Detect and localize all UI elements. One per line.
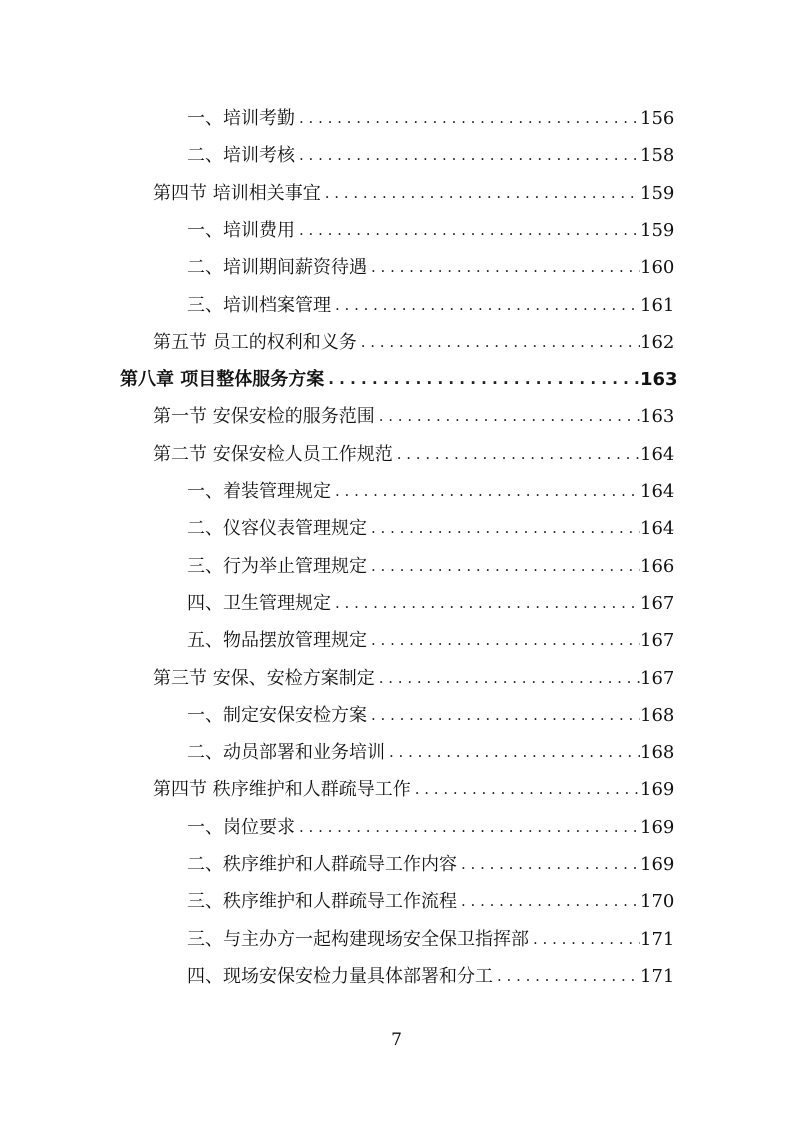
toc-chapter-entry[interactable] <box>0 361 678 398</box>
toc-entry-page-number: 166 <box>640 555 675 577</box>
toc-subsection-entry[interactable] <box>0 809 674 846</box>
toc-section-entry[interactable] <box>0 771 674 808</box>
toc-entry-page-number: 162 <box>640 331 675 353</box>
toc-entry-page-number: 171 <box>640 965 675 987</box>
toc-entry-title: 三、与主办方一起构建现场安全保卫指挥部 <box>187 928 529 950</box>
toc-entry-title: 第五节 员工的权利和义务 <box>153 331 357 353</box>
toc-entry-title: 一、培训费用 <box>187 219 295 241</box>
toc-subsection-entry[interactable] <box>0 846 674 883</box>
toc-leader-dots <box>299 212 640 249</box>
toc-entry-page-number: 170 <box>640 891 675 913</box>
toc-leader-dots <box>389 734 640 771</box>
toc-entry-page-number: 163 <box>640 406 675 428</box>
toc-entry-page-number: 169 <box>640 779 675 801</box>
toc-entry-page-number: 164 <box>640 518 675 540</box>
toc-leader-dots <box>379 660 640 697</box>
toc-leader-dots <box>379 398 640 435</box>
toc-entry-page-number: 169 <box>640 816 675 838</box>
toc-entry-page-number: 167 <box>640 630 675 652</box>
toc-entry-page-number: 168 <box>640 704 675 726</box>
toc-leader-dots <box>299 137 640 174</box>
toc-subsection-entry[interactable] <box>0 137 674 174</box>
toc-section-entry[interactable] <box>0 324 674 361</box>
toc-leader-dots <box>371 548 640 585</box>
toc-leader-dots <box>533 921 640 958</box>
toc-entry-page-number: 164 <box>640 443 675 465</box>
toc-subsection-entry[interactable] <box>0 883 674 920</box>
toc-entry-title: 第八章 项目整体服务方案 <box>120 369 325 391</box>
toc-entry-page-number: 159 <box>640 219 675 241</box>
toc-entry-title: 二、动员部署和业务培训 <box>187 742 385 764</box>
toc-section-entry[interactable] <box>0 398 674 435</box>
toc-entry-title: 第一节 安保安检的服务范围 <box>153 406 375 428</box>
toc-subsection-entry[interactable] <box>0 958 674 995</box>
toc-leader-dots <box>299 809 640 846</box>
toc-entry-page-number: 159 <box>640 182 675 204</box>
toc-entry-page-number: 158 <box>640 145 675 167</box>
toc-entry-title: 四、卫生管理规定 <box>187 592 331 614</box>
toc-entry-title: 三、秩序维护和人群疏导工作流程 <box>187 891 457 913</box>
toc-entry-title: 四、现场安保安检力量具体部署和分工 <box>187 965 493 987</box>
toc-entry-page-number: 164 <box>640 481 675 502</box>
toc-subsection-entry[interactable] <box>0 622 674 659</box>
toc-entry-page-number: 167 <box>640 667 675 689</box>
toc-entry-page-number: 169 <box>640 854 675 875</box>
toc-subsection-entry[interactable] <box>0 473 674 510</box>
toc-entry-title: 第二节 安保安检人员工作规范 <box>153 443 393 465</box>
toc-section-entry[interactable] <box>0 660 674 697</box>
toc-leader-dots <box>397 436 640 473</box>
toc-leader-dots <box>371 249 640 286</box>
toc-entry-title: 一、着装管理规定 <box>187 481 331 502</box>
toc-subsection-entry[interactable] <box>0 585 674 622</box>
toc-entry-page-number: 160 <box>640 257 675 279</box>
toc-subsection-entry[interactable] <box>0 734 674 771</box>
toc-entry-page-number: 168 <box>640 742 675 764</box>
toc-leader-dots <box>335 585 640 622</box>
toc-leader-dots <box>335 287 640 324</box>
toc-subsection-entry[interactable] <box>0 100 674 137</box>
toc-entry-page-number: 156 <box>640 108 675 129</box>
toc-subsection-entry[interactable] <box>0 510 674 547</box>
toc-section-entry[interactable] <box>0 175 674 212</box>
toc-subsection-entry[interactable] <box>0 921 674 958</box>
toc-subsection-entry[interactable] <box>0 287 674 324</box>
toc-subsection-entry[interactable] <box>0 212 674 249</box>
toc-entry-title: 二、培训考核 <box>187 145 295 167</box>
toc-entry-title: 三、行为举止管理规定 <box>187 555 367 577</box>
toc-entry-page-number: 161 <box>640 294 675 316</box>
toc-entry-title: 二、秩序维护和人群疏导工作内容 <box>187 854 457 875</box>
toc-entry-title: 第三节 安保、安检方案制定 <box>153 667 375 689</box>
toc-entry-title: 一、岗位要求 <box>187 816 295 838</box>
toc-leader-dots <box>461 846 640 883</box>
toc-leader-dots <box>461 883 640 920</box>
toc-leader-dots <box>299 100 640 137</box>
toc-leader-dots <box>335 473 640 510</box>
toc-entry-title: 一、培训考勤 <box>187 108 295 129</box>
toc-subsection-entry[interactable] <box>0 697 674 734</box>
toc-entry-title: 第四节 秩序维护和人群疏导工作 <box>153 779 411 801</box>
toc-leader-dots <box>361 324 640 361</box>
toc-entry-page-number: 167 <box>640 592 675 614</box>
toc-leader-dots <box>371 510 640 547</box>
toc-leader-dots <box>415 771 640 808</box>
page-number: 7 <box>391 1030 402 1050</box>
toc-leader-dots <box>371 622 640 659</box>
toc-entry-page-number: 171 <box>640 928 675 950</box>
toc-entry-title: 三、培训档案管理 <box>187 294 331 316</box>
toc-entry-title: 二、仪容仪表管理规定 <box>187 518 367 540</box>
toc-leader-dots <box>325 175 640 212</box>
toc-subsection-entry[interactable] <box>0 548 674 585</box>
toc-entry-title: 一、制定安保安检方案 <box>187 704 367 726</box>
toc-leader-dots <box>497 958 640 995</box>
toc-entry-title: 五、物品摆放管理规定 <box>187 630 367 652</box>
toc-leader-dots <box>328 361 640 398</box>
toc-entry-page-number: 163 <box>640 369 678 391</box>
toc-entry-title: 第四节 培训相关事宜 <box>153 182 321 204</box>
toc-section-entry[interactable] <box>0 436 674 473</box>
toc-entry-title: 二、培训期间薪资待遇 <box>187 257 367 279</box>
toc-subsection-entry[interactable] <box>0 249 674 286</box>
toc-leader-dots <box>371 697 640 734</box>
